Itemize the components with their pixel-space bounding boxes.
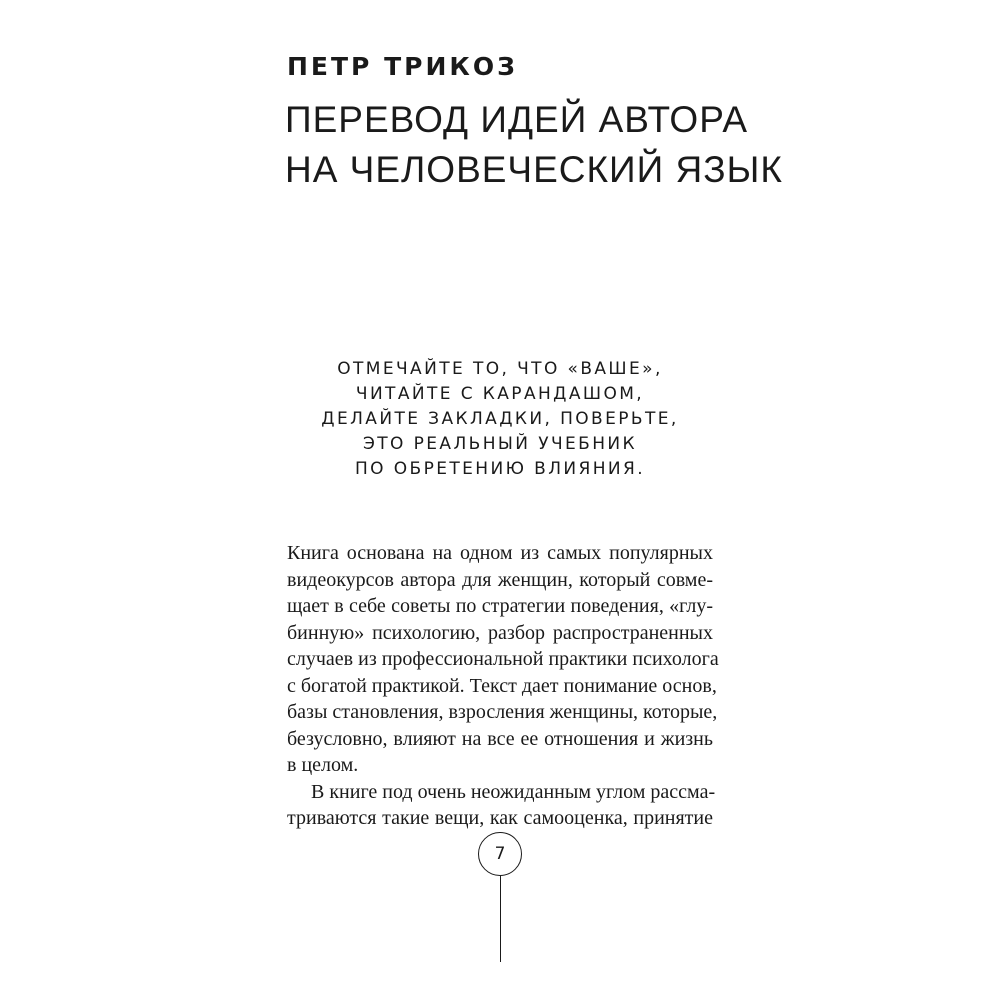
body-line: Книга основана на одном из самых популярных	[287, 542, 713, 564]
quote-line: ОТМЕЧАЙТЕ ТО, ЧТО «ВАШЕ»,	[337, 359, 663, 379]
body-line: случаев из профессиональной практики психолога	[287, 648, 719, 670]
body-line: бинную» психологию, разбор распространенных	[287, 621, 713, 644]
quote-line: ЭТО РЕАЛЬНЫЙ УЧЕБНИК	[363, 434, 637, 454]
chapter-title-line: ПЕРЕВОД ИДЕЙ АВТОРА	[285, 99, 749, 140]
body-line: щает в себе советы по стратегии поведения, «глу-	[287, 595, 713, 617]
chapter-title	[285, 95, 783, 195]
epigraph-quote	[287, 357, 713, 482]
chapter-title-line: НА ЧЕЛОВЕЧЕСКИЙ ЯЗЫК	[285, 149, 783, 190]
quote-line: ПО ОБРЕТЕНИЮ ВЛИЯНИЯ.	[354, 459, 646, 479]
author-name: ПЕТР ТРИКОЗ	[287, 52, 518, 81]
page-number: 7	[494, 844, 506, 864]
body-line: безусловно, влияют на все ее отношения и жизнь	[287, 727, 713, 750]
body-line: базы становления, взросления женщины, которые,	[287, 701, 718, 723]
page-number-stem-line	[500, 876, 501, 962]
body-line: в целом.	[287, 754, 359, 776]
body-line: видеокурсов автора для женщин, который совме-	[287, 568, 713, 591]
body-line: триваются такие вещи, как самооценка, принятие	[287, 807, 713, 829]
body-text	[287, 540, 719, 832]
page-number-circle	[478, 832, 522, 876]
body-line: с богатой практикой. Текст дает понимание основ,	[287, 674, 717, 697]
quote-line: ЧИТАЙТЕ С КАРАНДАШОМ,	[355, 384, 645, 404]
quote-line: ДЕЛАЙТЕ ЗАКЛАДКИ, ПОВЕРЬТЕ,	[321, 409, 679, 429]
body-line: В книге под очень неожиданным углом рассма-	[311, 780, 716, 803]
